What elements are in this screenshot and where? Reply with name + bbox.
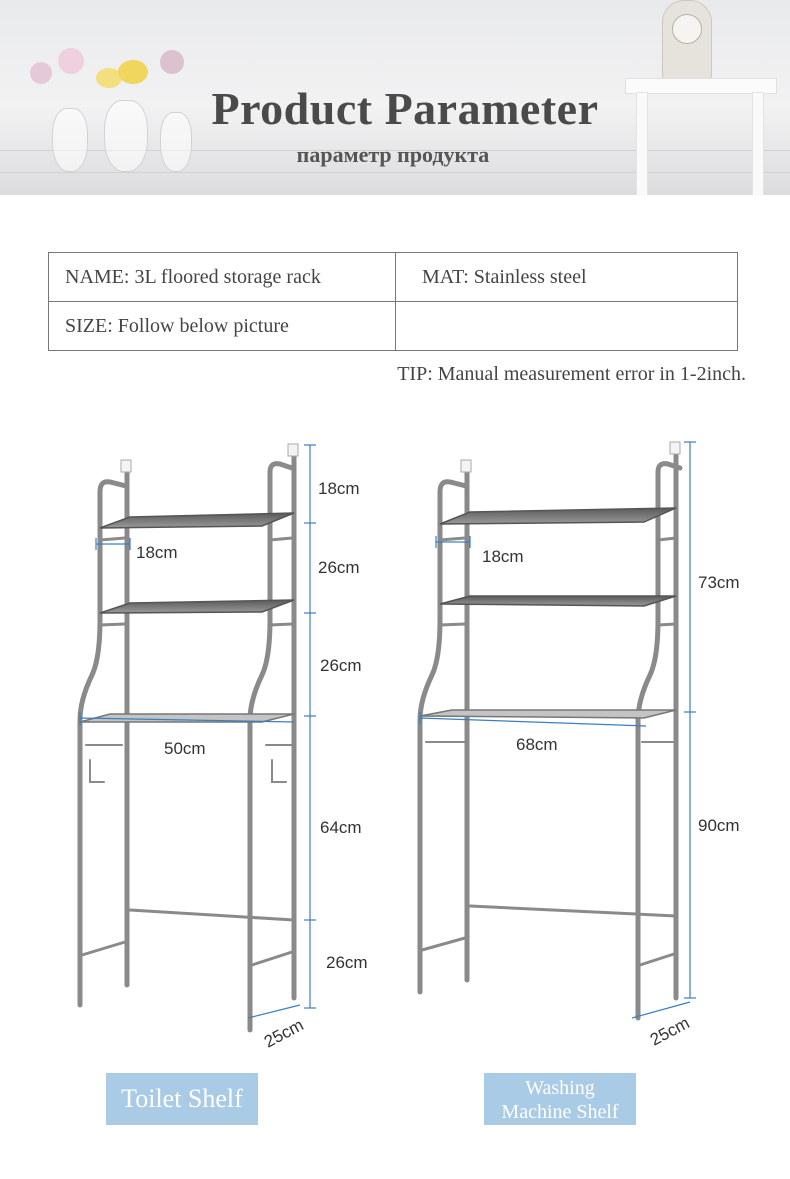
post-cap [288, 444, 298, 456]
washer-shelf-drawing [420, 448, 680, 1018]
spec-material: MAT: Stainless steel [396, 253, 738, 302]
washer-label-line1: Washing [525, 1077, 595, 1099]
rack-crossbar [640, 954, 674, 965]
spec-size: SIZE: Follow below picture [49, 302, 396, 351]
rack-shelf [440, 508, 676, 524]
washer-dimension-lines [420, 442, 696, 1018]
dim-base: 26cm [326, 953, 368, 972]
pink-flower [58, 48, 84, 74]
measurement-tip: TIP: Manual measurement error in 1-2inch. [397, 363, 746, 385]
dim-width: 68cm [516, 735, 558, 754]
dim-depth-top: 18cm [482, 547, 524, 566]
shelf-diagram [0, 420, 790, 1070]
spec-name: NAME: 3L floored storage rack [49, 253, 396, 302]
rack-post [80, 482, 126, 1005]
dim-upper: 73cm [698, 573, 740, 592]
spec-table [48, 252, 738, 351]
washer-label-line2: Machine Shelf [501, 1101, 619, 1123]
post-cap [461, 460, 471, 472]
pink-flower [30, 62, 52, 84]
clock-face-icon [672, 14, 702, 44]
page-title: Product Parameter [211, 83, 599, 134]
washer-shelf-label [484, 1073, 636, 1125]
post-cap [670, 442, 680, 454]
toilet-dimension-lines [80, 445, 316, 1018]
dim-lower: 90cm [698, 816, 740, 835]
rack-crossbar [422, 938, 465, 950]
dim-depth: 25cm [260, 1015, 307, 1052]
rack-crossbar [470, 906, 676, 916]
rack-post [250, 464, 292, 1030]
dim-depth-top: 18cm [136, 543, 178, 562]
spec-empty-cell [396, 302, 738, 351]
dim-width: 50cm [164, 739, 206, 758]
dim-gap2: 26cm [320, 656, 362, 675]
spec-row [49, 253, 738, 302]
spec-row [49, 302, 738, 351]
wall-line [0, 172, 790, 173]
page-subtitle: параметр продукта [296, 142, 490, 167]
dim-top: 18cm [318, 479, 360, 498]
rack-shelf [420, 710, 676, 718]
pink-flower [160, 50, 184, 74]
rack-crossbar [252, 952, 292, 965]
product-parameter-banner [0, 0, 790, 195]
post-cap [121, 460, 131, 472]
rack-crossbar [130, 910, 294, 920]
rack-rung [440, 538, 676, 625]
rack-crossbar [82, 942, 125, 955]
rack-post [420, 482, 466, 992]
toilet-shelf-label: Toilet Shelf [106, 1073, 258, 1125]
dim-bottom: 64cm [320, 818, 362, 837]
dim-gap1: 26cm [318, 558, 360, 577]
rack-shelf [440, 596, 676, 606]
yellow-flower [118, 60, 148, 84]
dim-depth: 25cm [646, 1013, 693, 1050]
